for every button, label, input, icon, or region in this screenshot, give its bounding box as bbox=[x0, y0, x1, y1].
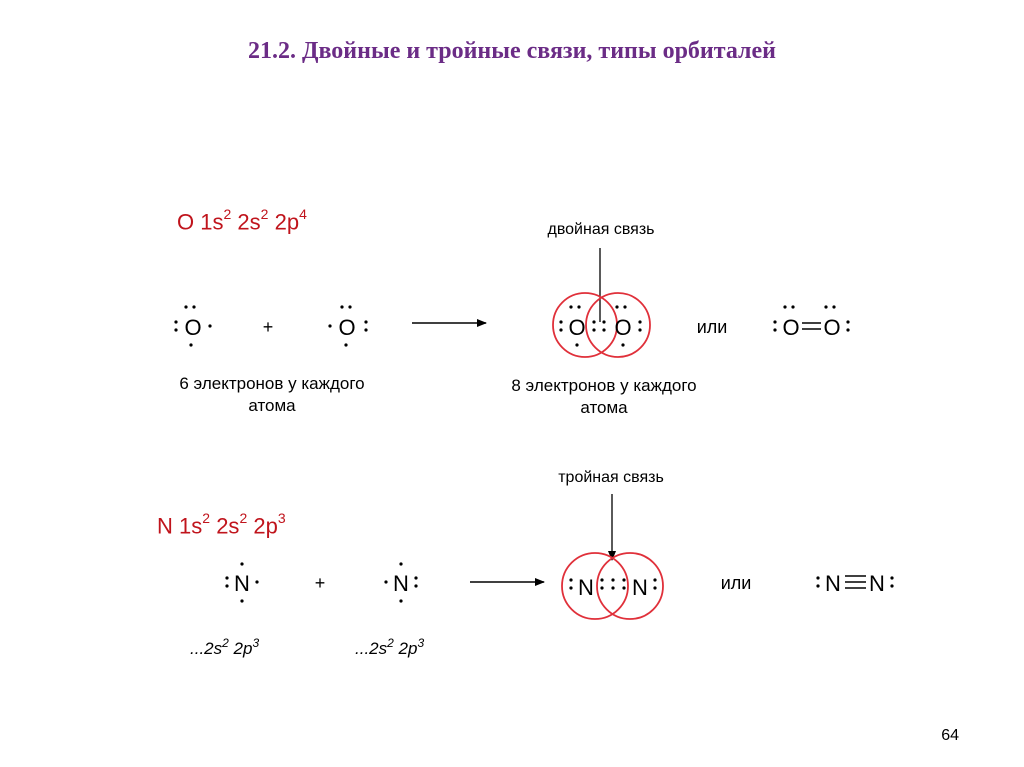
nitrogen-config-2p: 2p bbox=[253, 513, 278, 539]
nitrogen-orbital-right bbox=[597, 553, 663, 619]
oxygen-alt-atom-left: O bbox=[782, 315, 800, 340]
nitrogen-orbital-left bbox=[562, 553, 628, 619]
double-bond-label: двойная связь bbox=[547, 221, 655, 238]
page-number: 64 bbox=[941, 727, 959, 744]
oxygen-config-1s-sup: 2 bbox=[223, 206, 232, 222]
nitrogen-reactant-left bbox=[225, 562, 258, 602]
nitrogen-plus-sign: + bbox=[314, 573, 326, 593]
nitrogen-product-atom-right: N bbox=[632, 575, 648, 600]
nitrogen-product bbox=[562, 553, 663, 619]
oxygen-alt-formula bbox=[773, 305, 849, 340]
oxygen-label-before-line1: 6 электронов у каждого bbox=[179, 374, 365, 393]
oxygen-alt-atom-right: O bbox=[823, 315, 841, 340]
oxygen-product-atom-left: O bbox=[568, 315, 586, 340]
oxygen-reactant-right bbox=[328, 305, 367, 346]
oxygen-config-2s: 2s bbox=[237, 209, 261, 235]
oxygen-config-2p-sup: 4 bbox=[299, 206, 307, 222]
oxygen-product bbox=[553, 293, 650, 357]
oxygen-config-2s-sup: 2 bbox=[260, 206, 269, 222]
nitrogen-config-2s-sup: 2 bbox=[239, 510, 248, 526]
nitrogen-config-element: N bbox=[157, 513, 173, 539]
nitrogen-sub-left: $...2s^2$ $2p^3$ bbox=[190, 636, 260, 658]
nitrogen-product-atom-left: N bbox=[578, 575, 594, 600]
nitrogen-alt-atom-right: N bbox=[869, 571, 885, 596]
oxygen-product-atom-right: O bbox=[614, 315, 632, 340]
nitrogen-or: или bbox=[720, 573, 752, 593]
oxygen-label-after-line1: 8 электронов у каждого bbox=[511, 376, 697, 395]
nitrogen-alt-formula bbox=[816, 571, 893, 596]
oxygen-or: или bbox=[696, 317, 728, 337]
oxygen-atom-left: O bbox=[184, 315, 202, 340]
nitrogen-atom-right: N bbox=[393, 571, 409, 596]
nitrogen-config-1s-sup: 2 bbox=[202, 510, 211, 526]
nitrogen-config-2p-sup: 3 bbox=[277, 510, 286, 526]
triple-bond-label: тройная связь bbox=[558, 469, 664, 486]
oxygen-reactant-left bbox=[174, 305, 211, 346]
oxygen-label-before-line2: атома bbox=[248, 396, 296, 415]
oxygen-config-1s: 1s bbox=[200, 209, 224, 235]
oxygen-config-2p: 2p bbox=[274, 209, 300, 235]
nitrogen-reactant-right bbox=[384, 562, 417, 602]
slide-title: 21.2. Двойные и тройные связи, типы орбиталей bbox=[247, 38, 776, 64]
nitrogen-atom-left: N bbox=[234, 571, 250, 596]
nitrogen-config-1s: 1s bbox=[179, 513, 203, 539]
oxygen-plus-sign: + bbox=[262, 317, 274, 337]
nitrogen-alt-atom-left: N bbox=[825, 571, 841, 596]
nitrogen-sub-right: $...2s^2$ $2p^3$ bbox=[355, 636, 425, 658]
oxygen-atom-right: O bbox=[338, 315, 356, 340]
nitrogen-config-2s: 2s bbox=[216, 513, 240, 539]
oxygen-label-after-line2: атома bbox=[580, 398, 628, 417]
oxygen-config-element: O bbox=[177, 209, 195, 235]
